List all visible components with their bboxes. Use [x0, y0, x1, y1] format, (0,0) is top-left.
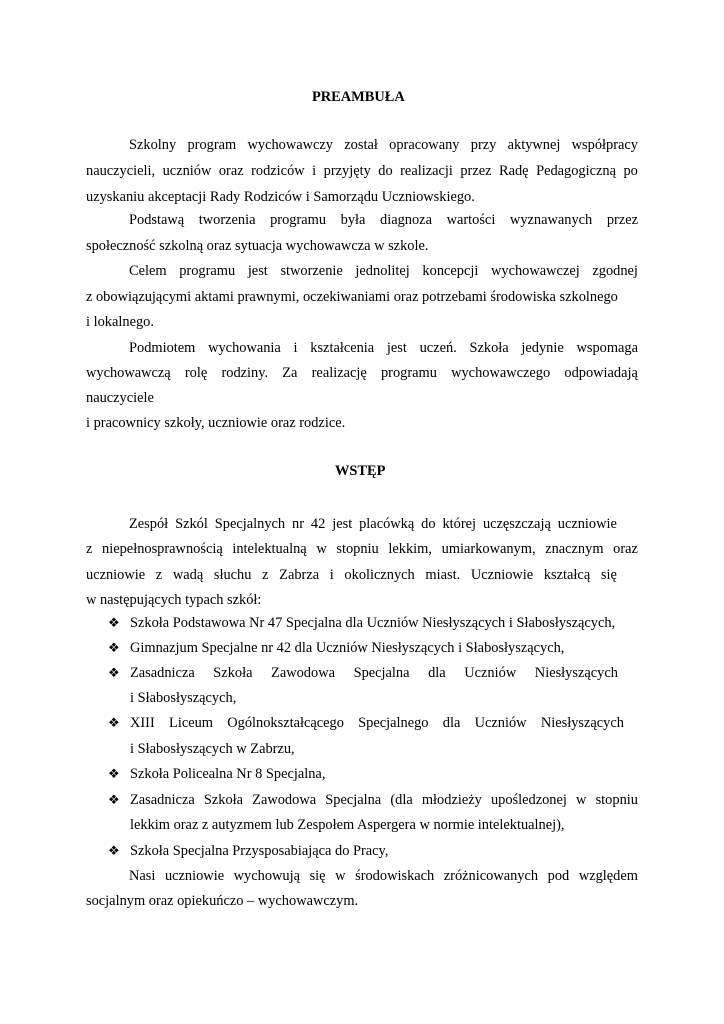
word: XIII: [130, 715, 155, 731]
word: Szkoła: [213, 665, 253, 681]
word: Szkolny: [129, 137, 177, 153]
word: wychowawczej: [491, 263, 580, 279]
word: zgodnej: [592, 263, 638, 279]
paragraph-line: [86, 364, 638, 382]
word: Uczniowie: [470, 567, 534, 583]
paragraph-line: [129, 515, 617, 533]
word: oraz: [613, 541, 638, 557]
word: realizację: [311, 365, 367, 381]
word: stworzenie: [280, 263, 343, 279]
bullet-icon: ❖: [108, 843, 120, 858]
word: przez: [606, 212, 638, 228]
word: uczniowie: [164, 868, 225, 884]
list-item: Szkoła Policealna Nr 8 Specjalna,: [130, 766, 326, 782]
list-item: [130, 791, 638, 809]
word: przez: [460, 163, 492, 179]
word: Uczniów: [464, 665, 517, 681]
list-item: [130, 664, 618, 682]
list-item: Szkoła Specjalna Przysposabiająca do Pracy,: [130, 843, 389, 859]
word: nauczycieli,: [86, 163, 156, 179]
word: wyznawanych: [509, 212, 593, 228]
paragraph-line: [129, 867, 638, 885]
paragraph-line: [129, 339, 638, 357]
word: Podmiotem: [129, 340, 196, 356]
word: się: [309, 868, 326, 884]
word: stopniu: [595, 792, 638, 808]
word: Uczniów: [474, 715, 527, 731]
word: zróżnicowanych: [443, 868, 539, 884]
word: uczniowie: [86, 567, 146, 583]
word: Liceum: [169, 715, 213, 731]
paragraph-line: [129, 211, 638, 229]
word: Niesłyszących: [540, 715, 624, 731]
word: okolicznych: [344, 567, 415, 583]
word: Pedagogiczną: [536, 163, 616, 179]
word: była: [340, 212, 366, 228]
word: jednolitej: [355, 263, 410, 279]
word: współpracy: [571, 137, 638, 153]
word: Zasadnicza: [130, 792, 195, 808]
word: programu: [179, 263, 236, 279]
word: upośledzonej: [490, 792, 567, 808]
word: się: [600, 567, 617, 583]
word: względem: [578, 868, 638, 884]
list-item-continuation: lekkim oraz z autyzmem lub Zespołem Aspergera w normie intelektualnej),: [130, 817, 565, 833]
word: Zabrza: [279, 567, 320, 583]
paragraph-line: [86, 540, 638, 558]
word: przyjęty: [323, 163, 371, 179]
word: placówką: [359, 516, 415, 532]
word: wychowawczy: [247, 137, 334, 153]
word: Specjalna: [353, 665, 410, 681]
word: rodziny.: [221, 365, 269, 381]
list-item-continuation: i Słabosłyszących w Zabrzu,: [130, 741, 295, 757]
paragraph-line: społeczność szkolną oraz sytuacja wychowawcza w szkole.: [86, 238, 429, 254]
word: wychowania: [208, 340, 281, 356]
word: Specjalnego: [358, 715, 429, 731]
word: młodzieży: [421, 792, 482, 808]
word: z: [262, 567, 269, 583]
word: uczeń.: [419, 340, 457, 356]
word: w: [335, 868, 346, 884]
word: Zasadnicza: [130, 665, 195, 681]
list-item: Szkoła Podstawowa Nr 47 Specjalna dla Uczniów Niesłyszących i Słabosłyszących,: [130, 615, 616, 631]
preambula-heading: PREAMBUŁA: [312, 89, 405, 105]
word: dla: [442, 715, 461, 731]
paragraph-line: socjalnym oraz opiekuńczo – wychowawczym.: [86, 893, 359, 909]
word: znacznym: [545, 541, 604, 557]
word: diagnoza: [380, 212, 432, 228]
word: z: [86, 541, 93, 557]
list-item-continuation: i Słabosłyszących,: [130, 690, 237, 706]
word: Specjalnych: [214, 516, 286, 532]
paragraph-line: [129, 262, 638, 280]
word: Zawodowa: [252, 792, 317, 808]
word: której: [442, 516, 477, 532]
bullet-icon: ❖: [108, 766, 120, 781]
word: Zespół: [129, 516, 169, 532]
word: wspomaga: [576, 340, 638, 356]
word: nr: [292, 516, 305, 532]
word: program: [187, 137, 237, 153]
bullet-icon: ❖: [108, 665, 120, 680]
word: uczniów: [162, 163, 212, 179]
word: jedynie: [521, 340, 564, 356]
word: i: [293, 340, 298, 356]
word: wartości: [446, 212, 496, 228]
paragraph-line: [86, 566, 617, 584]
word: lekkim,: [388, 541, 432, 557]
paragraph-line: w następujących typach szkół:: [86, 592, 262, 608]
word: Nasi: [129, 868, 156, 884]
word: programu: [270, 212, 327, 228]
word: opracowany: [389, 137, 460, 153]
word: oraz: [218, 163, 244, 179]
paragraph-line: i lokalnego.: [86, 314, 154, 330]
paragraph-line: [129, 136, 638, 154]
word: w: [316, 541, 327, 557]
word: wychowawczą: [86, 365, 171, 381]
word: miast.: [425, 567, 461, 583]
word: i: [312, 163, 317, 179]
word: tworzenia: [198, 212, 256, 228]
word: rolę: [184, 365, 208, 381]
word: po: [623, 163, 638, 179]
word: do: [421, 516, 436, 532]
bullet-icon: ❖: [108, 615, 120, 630]
word: jest: [332, 516, 353, 532]
word: jest: [247, 263, 268, 279]
word: odpowiadają: [564, 365, 638, 381]
paragraph-line: i pracownicy szkoły, uczniowie oraz rodzice.: [86, 415, 346, 431]
word: Niesłyszących: [534, 665, 618, 681]
list-item: Gimnazjum Specjalne nr 42 dla Uczniów Niesłyszących i Słabosłyszących,: [130, 640, 565, 656]
bullet-icon: ❖: [108, 715, 120, 730]
word: Specjalna: [325, 792, 382, 808]
word: wychowawczego: [451, 365, 551, 381]
word: umiarkowanym,: [441, 541, 536, 557]
word: środowiskach: [355, 868, 435, 884]
bullet-icon: ❖: [108, 792, 120, 807]
word: Podstawą: [129, 212, 185, 228]
bullet-icon: ❖: [108, 640, 120, 655]
word: uczęszczają: [482, 516, 551, 532]
word: Szkól: [175, 516, 208, 532]
word: Ogólnokształcącego: [227, 715, 344, 731]
paragraph-line: [86, 162, 638, 180]
word: pod: [547, 868, 570, 884]
word: do: [378, 163, 393, 179]
word: został: [344, 137, 378, 153]
word: programu: [380, 365, 437, 381]
list-item: [130, 714, 624, 732]
paragraph-line: z obowiązującymi aktami prawnymi, oczekiwaniami oraz potrzebami środowiska szkolnego: [86, 289, 618, 305]
word: dla: [428, 665, 446, 681]
word: i: [329, 567, 334, 583]
word: aktywnej: [507, 137, 561, 153]
word: (dla: [390, 792, 413, 808]
word: realizacji: [400, 163, 453, 179]
word: w: [576, 792, 587, 808]
word: Radę: [499, 163, 529, 179]
word: niepełnosprawnością: [102, 541, 223, 557]
word: wychowują: [233, 868, 300, 884]
word: przy: [470, 137, 497, 153]
word: Szkoła: [469, 340, 509, 356]
word: Szkoła: [203, 792, 244, 808]
word: słuchu: [213, 567, 252, 583]
word: z: [155, 567, 163, 583]
word: intelektualną: [232, 541, 307, 557]
word: Celem: [129, 263, 167, 279]
word: stopniu: [336, 541, 379, 557]
wstep-heading: WSTĘP: [335, 463, 386, 479]
paragraph-line: uzyskaniu akceptacji Rady Rodziców i Samorządu Uczniowskiego.: [86, 189, 475, 205]
paragraph-line: nauczyciele: [86, 390, 154, 406]
word: kształcą: [543, 567, 591, 583]
word: kształcenia: [310, 340, 375, 356]
word: Za: [282, 365, 298, 381]
word: koncepcji: [422, 263, 479, 279]
word: rodziców: [251, 163, 305, 179]
word: 42: [310, 516, 326, 532]
word: Zawodowa: [271, 665, 335, 681]
word: uczniowie: [557, 516, 617, 532]
word: wadą: [172, 567, 204, 583]
word: jest: [386, 340, 407, 356]
